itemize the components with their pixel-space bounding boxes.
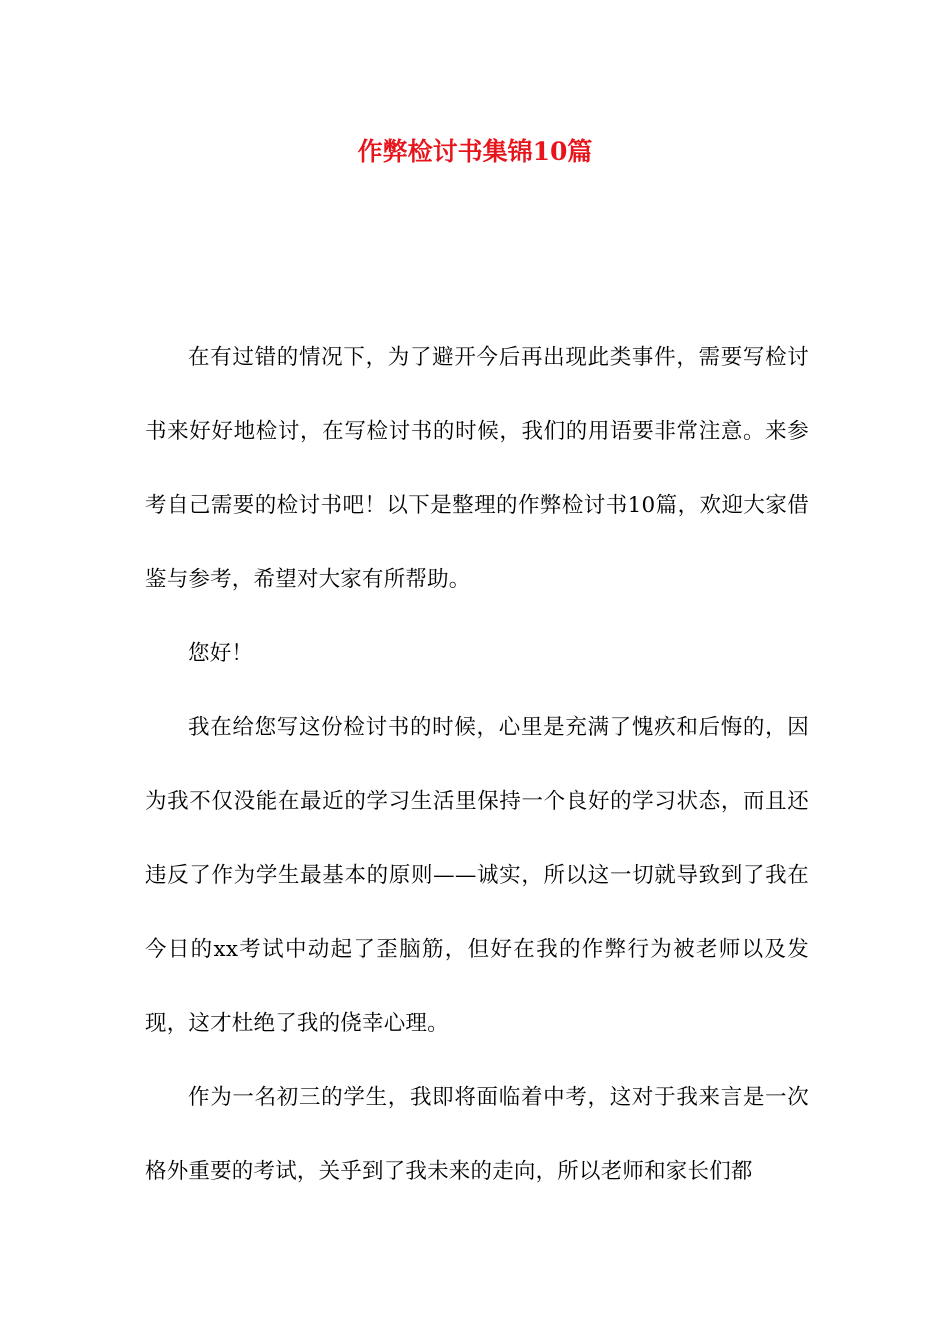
document-body — [145, 321, 809, 1209]
paragraph-apology: 我在给您写这份检讨书的时候，心里是充满了愧疚和后悔的，因为我不仅没能在最近的学习生活里保持一个良好的学习状态，而且还违反了作为学生最基本的原则——诚实，所以这一切就导致到了我在今日的xx考试中动起了歪脑筋，但好在我的作弊行为被老师以及发现，这才杜绝了我的侥幸心理。 — [145, 715, 809, 1036]
paragraph-intro: 在有过错的情况下，为了避开今后再出现此类事件，需要写检讨书来好好地检讨，在写检讨书的时候，我们的用语要非常注意。来参考自己需要的检讨书吧！以下是整理的作弊检讨书10篇，欢迎大家借鉴与参考，希望对大家有所帮助。 — [145, 345, 809, 592]
paragraph-student: 作为一名初三的学生，我即将面临着中考，这对于我来言是一次格外重要的考试，关乎到了我未来的走向，所以老师和家长们都 — [145, 1085, 809, 1184]
document-title: 作弊检讨书集锦10篇 — [357, 137, 593, 166]
paragraph-greeting: 您好！ — [188, 641, 254, 666]
